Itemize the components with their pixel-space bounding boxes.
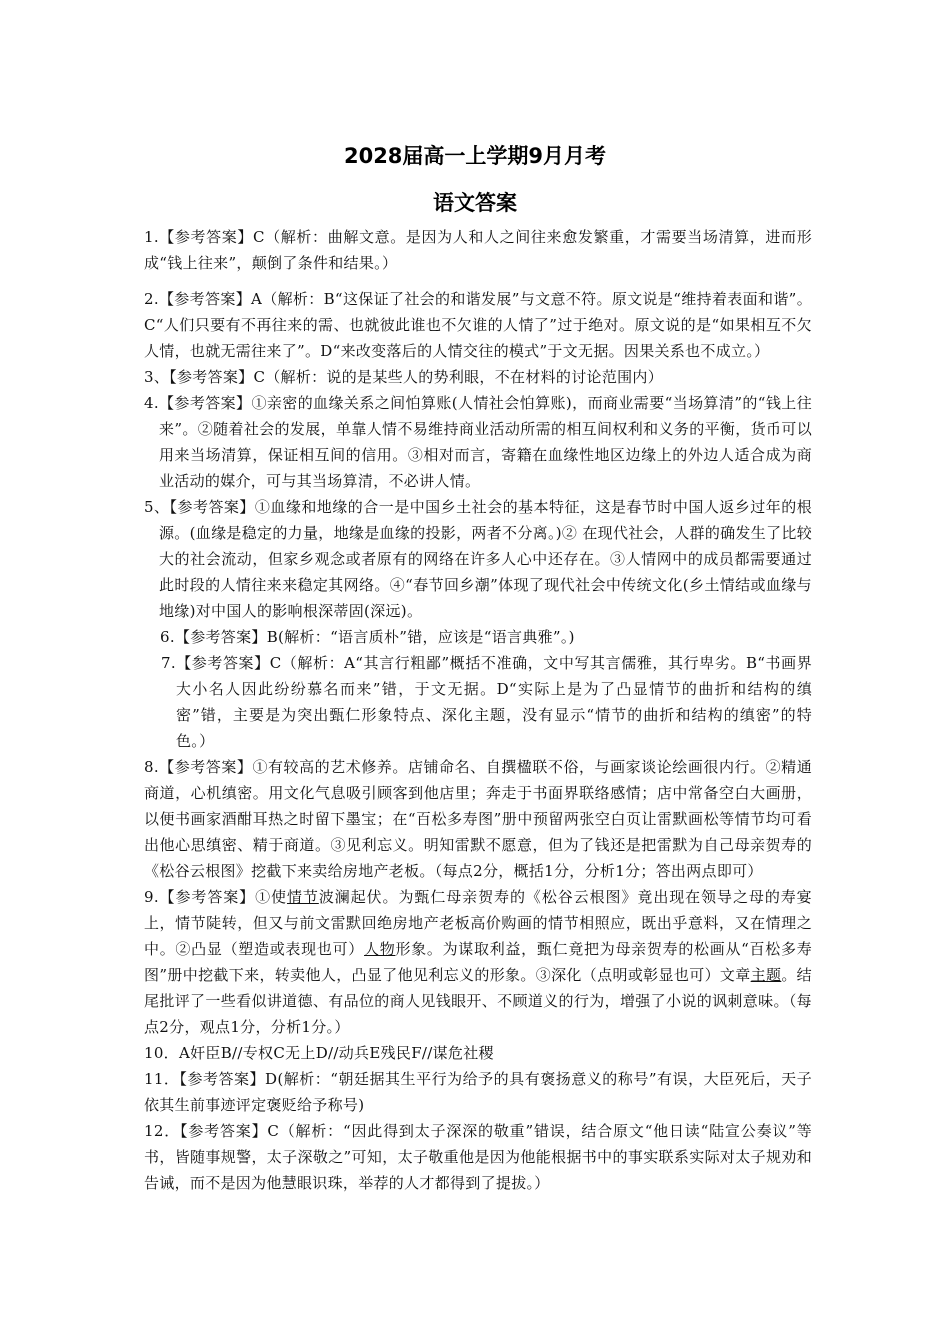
answer-subtitle: 语文答案 (433, 191, 517, 215)
answer-4: 4.【参考答案】①亲密的血缘关系之间怕算账(人情社会怕算账)，而商业需要“当场算清”的“钱上往来”。②随着社会的发展，单靠人情不易维持商业活动所需的相互间权利和义务的平衡，货币可以用来当场清算，保证相互间的信用。③相对而言，寄籍在血缘性地区边缘上的外边人适合成为商业活动的媒介，可与其当场算清，不必讲人情。 (144, 394, 812, 490)
answer-9-part-1: 9.【参考答案】①使 (144, 888, 287, 906)
answer-9-underline-plot: 情节 (286, 888, 319, 906)
answer-9 (144, 884, 812, 1040)
answer-9-underline-character: 人物 (364, 940, 396, 958)
answer-3: 3、【参考答案】C（解析：说的是某些人的势利眼，不在材料的讨论范围内） (144, 368, 664, 386)
answer-8: 8.【参考答案】①有较高的艺术修养。店铺命名、自撰楹联不俗，与画家谈论绘画很内行。②精通商道，心机缜密。用文化气息吸引顾客到他店里；奔走于书面界联络感情；店中常备空白大画册，以便书画家酒酣耳热之时留下墨宝；在“百松多寿图”册中预留两张空白页让雷默画松等情节均可看出他心思缜密、精于商道。③见利忘义。明知雷默不愿意，但为了钱还是把雷默为自己母亲贺寿的《松谷云根图》挖截下来卖给房地产老板。（每点2分，概括1分，分析1分；答出两点即可） (144, 758, 812, 880)
answer-6: 6.【参考答案】B(解析：“语言质朴”错，应该是“语言典雅”。) (160, 628, 575, 646)
answer-11: 11．【参考答案】D(解析：“朝廷据其生平行为给予的具有褒扬意义的称号”有误，大臣死后，天子依其生前事迹评定褒贬给予称号) (144, 1070, 812, 1114)
answer-7: 7.【参考答案】C（解析：A“其言行粗鄙”概括不准确，文中写其言儒雅，其行卑劣。B“书画界大小名人因此纷纷慕名而来”错，于文无据。D“实际上是为了凸显情节的曲折和结构的缜密”错，主要是为突出甄仁形象特点、深化主题，没有显示“情节的曲折和结构的缜密”的特色。） (161, 654, 812, 750)
answer-1: 1.【参考答案】C（解析：曲解文意。是因为人和人之间往来愈发繁重，才需要当场清算，进而形成“钱上往来”，颠倒了条件和结果。） (144, 228, 812, 272)
exam-title: 2028届高一上学期9月月考 (343, 144, 607, 168)
answer-2: 2.【参考答案】A（解析：B“这保证了社会的和谐发展”与文意不符。原文说是“维持着表面和谐”。C“人们只要有不再往来的需、也就彼此谁也不欠谁的人情了”过于绝对。原文说的是“如果相互不欠人情，也就无需往来了”。D“来改变落后的人情交往的模式”于文无据。因果关系也不成立。） (144, 290, 812, 360)
answer-9-part-2: 波澜起伏。为甄仁母亲贺寿的《松谷云根图》竟出现在领导之母的寿宴上，情节陡转，但又与前文雷默回绝房地产老板高价购画的情节相照应，既出乎意料，又在情理之中。②凸显（塑造或表现也可） (144, 888, 812, 958)
answer-5: 5、【参考答案】①血缘和地缘的合一是中国乡土社会的基本特征，这是春节时中国人返乡过年的根源。(血缘是稳定的力量，地缘是血缘的投影，两者不分离。)② 在现代社会，人群的确发生了比较大的社会流动，但家乡观念或者原有的网络在许多人心中还存在。③人情网中的成员都需要通过此时段的人情往来来稳定其网络。④“春节回乡潮”体现了现代社会中传统文化(乡土情结或血缘与地缘)对中国人的影响根深蒂固(深远)。 (144, 498, 812, 620)
answer-9-part-3: 形象。为谋取利益，甄仁竟把为母亲贺寿的松画从“百松多寿图”册中挖截下来，转卖他人，凸显了他见利忘义的形象。③深化（点明或彰显也可）文章 (144, 940, 812, 984)
answer-9-part-4: 。结尾批评了一些看似讲道德、有品位的商人见钱眼开、不顾道义的行为，增强了小说的讽刺意味。（每点2分，观点1分，分析1分。） (144, 966, 812, 1036)
answer-9-underline-theme: 主题 (750, 966, 782, 984)
answer-10: 10．A奸臣B//专权C无上D//动兵E残民F//谋危社稷 (144, 1044, 494, 1062)
answer-12: 12．【参考答案】C（解析：“因此得到太子深深的敬重”错误，结合原文“他日读“陆宣公奏议”等书，皆随事规警，太子深敬之”可知，太子敬重他是因为他能根据书中的事实联系实际对太子规劝和告诫，而不是因为他慧眼识珠，举荐的人才都得到了提拔。） (144, 1122, 812, 1192)
answer-list (144, 224, 812, 1196)
